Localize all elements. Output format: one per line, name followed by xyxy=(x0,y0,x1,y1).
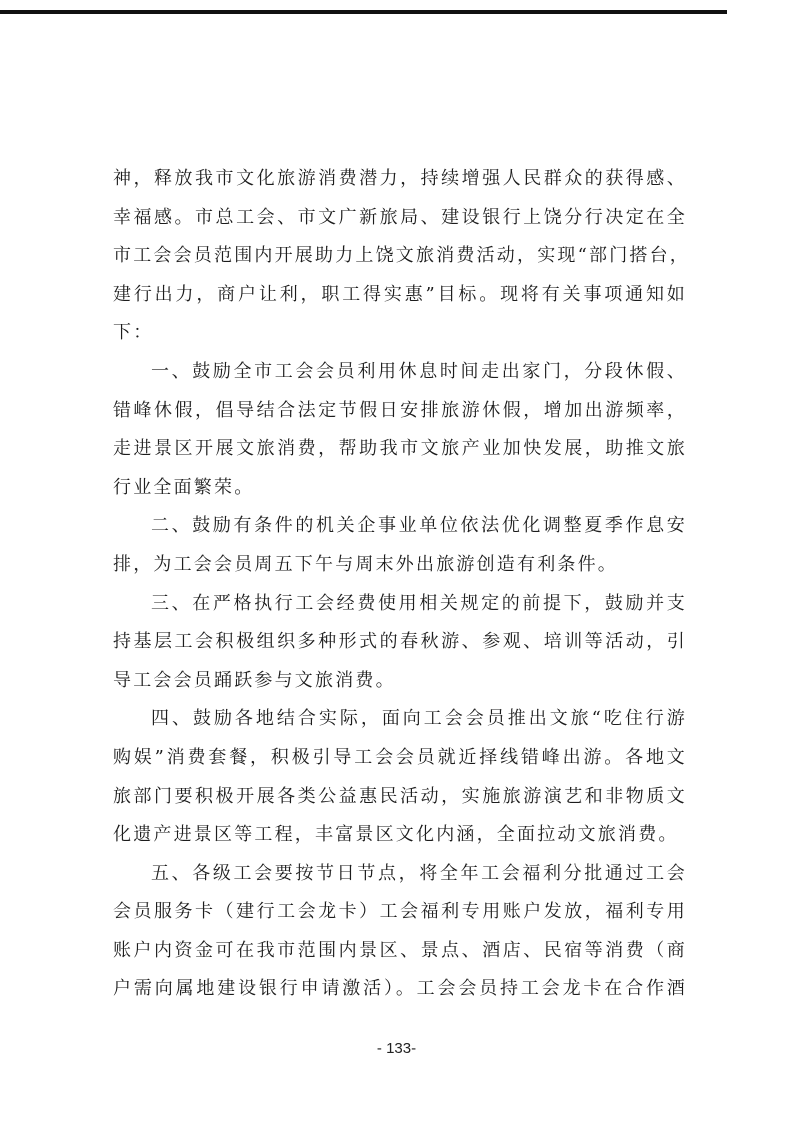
text-line: 导工会会员踊跃参与文旅消费。 xyxy=(113,669,396,691)
text-line: 账户内资金可在我市范围内景区、景点、酒店、民宿等消费（商 xyxy=(113,939,687,961)
paragraph-3-start: 三、在严格执行工会经费使用相关规定的前提下，鼓励并支 xyxy=(151,592,687,614)
text-line: 购娱”消费套餐，积极引导工会会员就近择线错峰出游。各地文 xyxy=(113,746,687,768)
text-line: 错峰休假，倡导结合法定节假日安排旅游休假，增加出游频率， xyxy=(113,399,687,421)
paragraph-5-start: 五、各级工会要按节日节点，将全年工会福利分批通过工会 xyxy=(151,862,687,884)
text-line: 旅部门要积极开展各类公益惠民活动，实施旅游演艺和非物质文 xyxy=(113,785,687,807)
text-line: 幸福感。市总工会、市文广新旅局、建设银行上饶分行决定在全 xyxy=(113,206,687,228)
text-line: 会员服务卡（建行工会龙卡）工会福利专用账户发放，福利专用 xyxy=(113,901,687,923)
text-line: 市工会会员范围内开展助力上饶文旅消费活动，实现“部门搭台， xyxy=(113,245,690,267)
document-body xyxy=(113,160,690,1009)
scan-top-edge xyxy=(0,10,727,14)
text-line: 化遗产进景区等工程，丰富景区文化内涵，全面拉动文旅消费。 xyxy=(113,824,679,846)
text-line: 建行出力，商户让利，职工得实惠”目标。现将有关事项通知如 xyxy=(113,283,687,305)
text-line: 下： xyxy=(113,322,154,344)
text-line: 行业全面繁荣。 xyxy=(113,476,255,498)
text-line: 走进景区开展文旅消费，帮助我市文旅产业加快发展，助推文旅 xyxy=(113,438,687,460)
text-line: 持基层工会积极组织多种形式的春秋游、参观、培训等活动，引 xyxy=(113,631,687,653)
paragraph-2-start: 二、鼓励有条件的机关企事业单位依法优化调整夏季作息安 xyxy=(151,515,687,537)
paragraph-4-start: 四、鼓励各地结合实际，面向工会会员推出文旅“吃住行游 xyxy=(151,708,687,730)
text-line: 神，释放我市文化旅游消费潜力，持续增强人民群众的获得感、 xyxy=(113,168,687,189)
paragraph-1-start: 一、鼓励全市工会会员利用休息时间走出家门，分段休假、 xyxy=(151,360,687,382)
text-line: 排，为工会会员周五下午与周末外出旅游创造有利条件。 xyxy=(113,553,618,575)
page-number: - 133- xyxy=(376,1040,417,1057)
text-line: 户需向属地建设银行申请激活）。工会会员持工会龙卡在合作酒 xyxy=(113,978,687,1000)
